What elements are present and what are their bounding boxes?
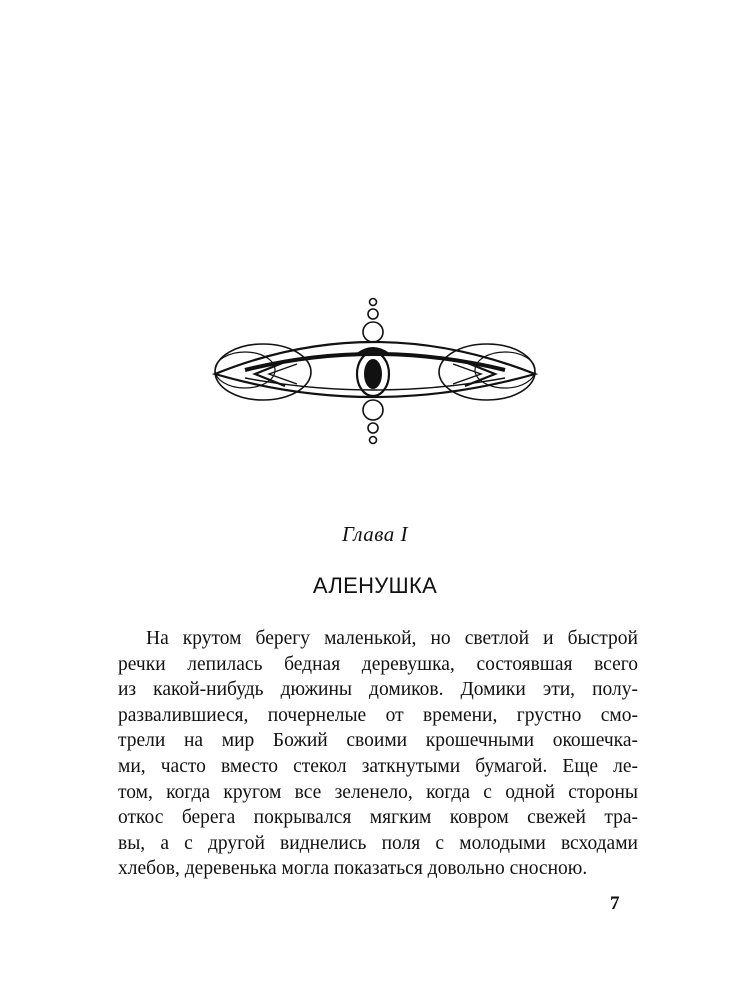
text-line: трели на мир Божий своими крошечными окошечка- [118,730,638,752]
text-line: том, когда кругом все зеленело, когда с одной стороны [118,781,638,803]
text-line: На крутом берегу маленькой, но светлой и быстрой [146,628,638,649]
eye-ornament-icon [205,290,545,450]
text-line: откос берега покрывался мягким ковром свежей тра- [118,807,638,829]
text-line: из какой-нибудь дюжины домиков. Домики эти, полу- [118,679,638,701]
chapter-title: АЛЕНУШКА [312,573,438,598]
text-line: хлебов, деревенька могла показаться довольно сносною. [118,858,588,880]
text-line: речки лепилась бедная деревушка, состоявшая всего [118,653,638,675]
body-paragraph [118,626,638,882]
text-line: вы, а с другой виднелись поля с молодыми всходами [118,832,638,854]
text-line: развалившиеся, почернелые от времени, грустно смо- [118,704,638,726]
text-line: ми, часто вместо стекол заткнутыми бумагой. Еще ле- [118,755,638,777]
page-number: 7 [610,893,620,914]
chapter-number: Глава I [342,522,408,546]
